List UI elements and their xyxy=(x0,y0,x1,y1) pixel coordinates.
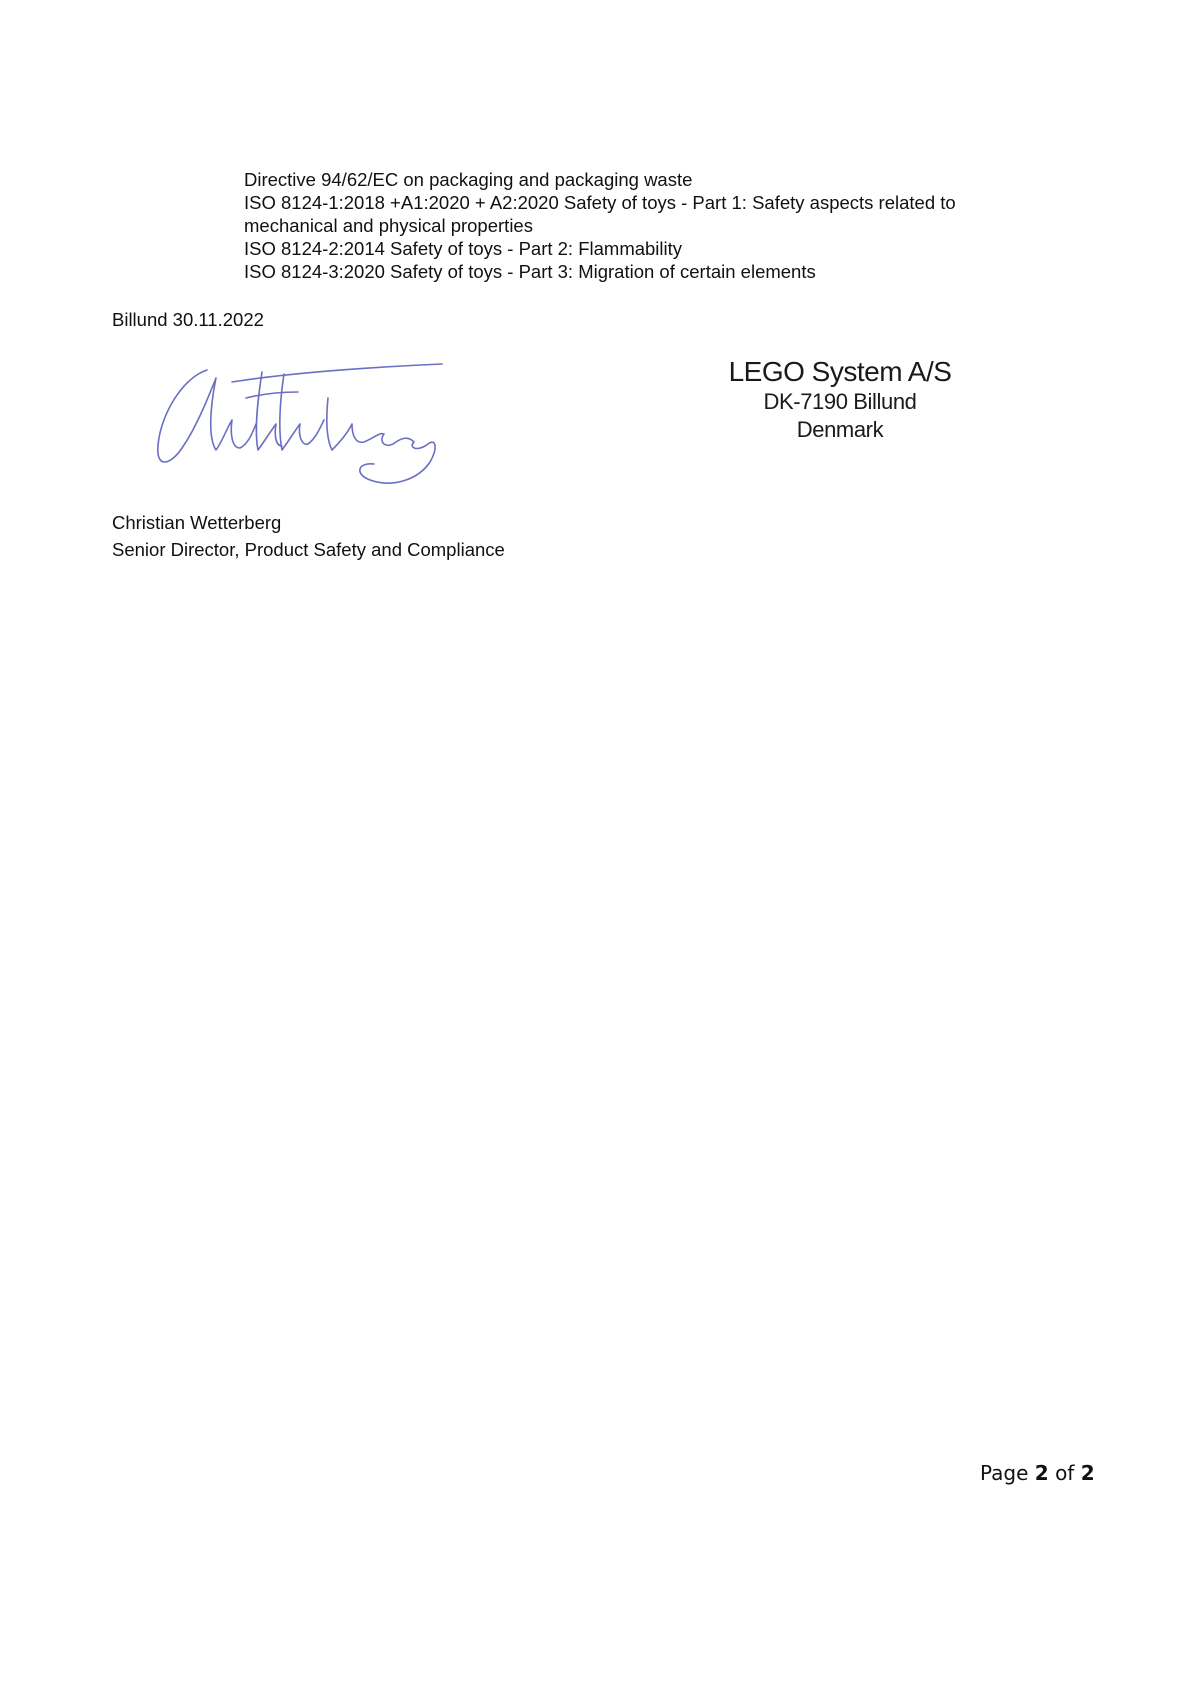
page-number xyxy=(980,1460,1095,1486)
signature-image xyxy=(112,338,462,508)
page-separator: of xyxy=(1055,1461,1075,1485)
place-date: Billund 30.11.2022 xyxy=(112,309,264,330)
stamp-company-country: Denmark xyxy=(796,417,884,442)
signatory-name: Christian Wetterberg xyxy=(112,512,282,533)
signatory-block xyxy=(112,509,505,563)
standards-list xyxy=(244,168,1044,283)
page-current: 2 xyxy=(1034,1461,1049,1485)
stamp-company-city: DK-7190 Billund xyxy=(763,389,917,414)
standard-item: ISO 8124-1:2018 +A1:2020 + A2:2020 Safety of toys - Part 1: Safety aspects related to mechanical and physical properties xyxy=(244,192,956,236)
stamp-company-name: LEGO System A/S xyxy=(728,356,952,387)
standard-item: ISO 8124-2:2014 Safety of toys - Part 2: Flammability xyxy=(244,238,683,259)
signatory-title: Senior Director, Product Safety and Compliance xyxy=(112,539,505,560)
page-total: 2 xyxy=(1080,1461,1095,1485)
standard-item: Directive 94/62/EC on packaging and packaging waste xyxy=(244,169,693,190)
standard-item: ISO 8124-3:2020 Safety of toys - Part 3: Migration of certain elements xyxy=(244,261,816,282)
handwritten-signature xyxy=(112,338,462,508)
page-prefix: Page xyxy=(980,1461,1029,1485)
company-stamp xyxy=(710,356,970,444)
